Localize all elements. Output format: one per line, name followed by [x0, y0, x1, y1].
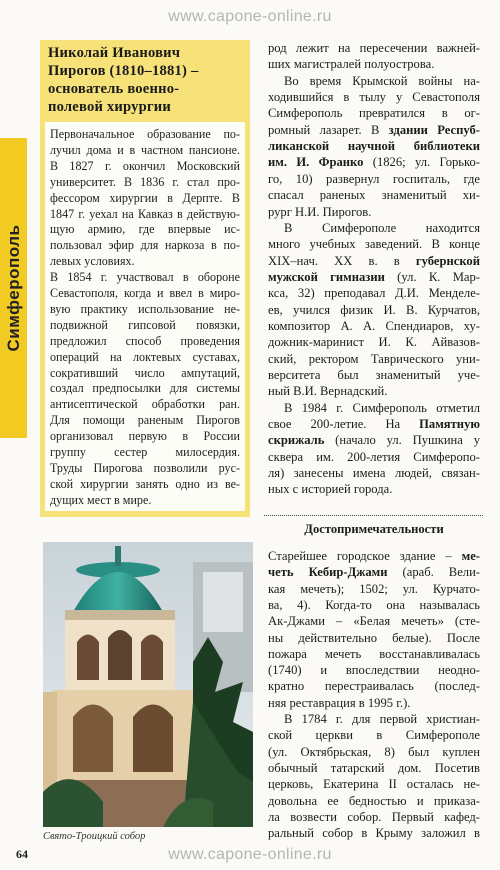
body-text-line: дожник-маринист И. К. Айвазов-: [268, 335, 480, 350]
body-text-line: кса, 32) преподавал Д.И. Менделе-: [268, 286, 480, 301]
body-text-line: много учебных заведений. В конце: [268, 237, 480, 252]
photo-caption: Свято-Троицкий собор: [43, 831, 146, 842]
body-text-line: ральный собор в Крыму заложил в: [268, 826, 480, 841]
body-text-line: спасал раненых знаменитый хи-: [268, 188, 480, 203]
body-text-line: свое 200-летие. На Памятную: [268, 417, 480, 432]
body-text-line: ля) занесены имена людей, связан-: [268, 466, 480, 481]
sidebar-text-line: университет. В 1836 г. стал про-: [50, 174, 240, 189]
body-text-line: (1740) и впоследствии неодно-: [268, 663, 480, 678]
sidebar-text-line: ской хирургии занять одно из ве-: [50, 476, 240, 491]
body-text-line: В Симферополе находится: [284, 220, 480, 235]
sidebar-text-line: группу сестер милосердия.: [50, 445, 240, 459]
body-text-line: ных с историей города.: [268, 482, 393, 497]
sidebar-text-line: вую практику использование не-: [50, 301, 240, 316]
body-text-line: Симферополь превратился в ог-: [268, 106, 480, 121]
sidebar-text-line: В 1827 г. окончил Московский: [50, 158, 240, 173]
sidebar-text-line: щую армию, где впервые ис-: [50, 222, 240, 237]
sidebar-text-line: создал предпосылки для системы: [50, 381, 240, 396]
sidebar-text-line: Труды Пирогова позволили рус-: [50, 460, 240, 475]
body-text-line: ла возвести собор. Первый кафед-: [268, 809, 480, 824]
body-text-line: В 1784 г. для первой христиан-: [284, 712, 480, 726]
body-text-line: ших магистралей полуострова.: [268, 57, 435, 72]
body-text-line: ев, учился физик И. В. Курчатов,: [268, 302, 480, 317]
body-text-line: скрижаль (начало ул. Пушкина у: [268, 433, 480, 448]
body-text-line: Старейшее городское здание – ме-: [268, 549, 480, 563]
sidebar-text-line: организовал первую в России: [50, 429, 240, 444]
sidebar-text-line: Для помощи раненым Пирогов: [50, 413, 240, 428]
body-text-line: обычный татарский дом. Посетив: [268, 760, 480, 775]
body-text-line: композитор А. А. Спендиаров, ху-: [268, 318, 480, 333]
body-text-line: ный В.И. Вернадский.: [268, 384, 388, 399]
sidebar-title: [48, 44, 242, 115]
body-text-line: пожара мечеть восстанавливалась: [268, 646, 480, 661]
body-text-line: ромный лазарет. В здании Респуб-: [268, 122, 481, 137]
body-text-line: довольна ее бедностью и приказа-: [268, 793, 480, 808]
sidebar-text-line: фессором хирургии в Дерпте. В: [50, 190, 240, 205]
section-tab-label: Симферополь: [3, 224, 23, 352]
sidebar-text-line: Первоначальное образование по-: [50, 127, 240, 141]
body-text-line: ва, 4). Когда-то она называлась: [268, 597, 480, 612]
body-text-line: Во время Крымской войны на-: [284, 73, 480, 88]
body-text-line: ский, ректором Таврического уни-: [268, 351, 480, 366]
body-text-line: ской церкви в Симферополе: [268, 728, 480, 743]
sidebar-title-line: Николай Иванович: [48, 45, 181, 61]
sidebar-text-line: подвижной гипсовой повязки,: [50, 317, 240, 332]
body-text-line: род лежит на пересечении важней-: [268, 41, 480, 55]
body-text-line: (ул. Октябрьская, 8) был куплен: [268, 744, 480, 759]
sidebar-title-line: Пирогов (1810–1881) –: [48, 63, 199, 79]
body-text-line: ходившийся в тылу у Севастополя: [268, 90, 480, 105]
sidebar-text-line: 1847 г. уехал на Кавказ в действую-: [50, 206, 240, 221]
body-text-line: кая мечеть); 1502; ул. Курчато-: [268, 581, 480, 596]
watermark-bottom: www.capone-online.ru: [168, 846, 332, 863]
sidebar-title-line: основатель военно-: [48, 81, 180, 97]
watermark-top: www.capone-online.ru: [168, 8, 332, 25]
body-text-line: им. И. Франко (1826; ул. Горько-: [268, 155, 480, 170]
body-text-line: го, 10) развернул госпиталь, где: [268, 171, 480, 186]
sidebar-text-line: антисептической обработки ран.: [50, 397, 240, 412]
section-divider: [264, 515, 483, 516]
sidebar-text-line: лучил дома и в частном пансионе.: [50, 142, 240, 157]
sidebar-text-line: дущих мест в мире.: [50, 492, 152, 507]
sidebar-title-line: полевой хирургии: [48, 99, 171, 115]
sidebar-text-line: Севастополя, когда и ввел в миро-: [50, 286, 240, 300]
section-heading: Достопримечательности: [304, 522, 444, 536]
body-text-line: Ак-Джами – «Белая мечеть» (сте-: [268, 614, 480, 629]
page-number: 64: [16, 847, 28, 861]
body-text-line: мужской гимназии (ул. К. Мар-: [268, 269, 480, 284]
body-text-line: церковь, Екатерина II осталась не-: [268, 777, 480, 792]
sidebar-text-line: В 1854 г. участвовал в обороне: [50, 270, 240, 285]
sidebar-text-line: пользовал эфир для наркоза в по-: [50, 238, 240, 253]
sidebar-text-line: сокративший число ампутаций,: [50, 365, 240, 380]
sidebar-text-line: операций на локтевых суставах,: [50, 349, 240, 364]
cathedral-photo: [43, 542, 253, 827]
body-text-line: ликанской научной библиотеки: [268, 139, 480, 154]
body-text-line: кратно перестраивалась (послед-: [268, 679, 480, 694]
body-text-line: верситета был знаменитый уче-: [268, 368, 480, 382]
body-text-line: сквера им. 200-летия Симферопо-: [268, 449, 480, 464]
sidebar-text-line: левых условиях.: [50, 254, 135, 269]
body-text-line: четь Кебир-Джами (араб. Вели-: [268, 565, 481, 580]
sidebar-text-line: предложил способ проведения: [50, 333, 240, 348]
body-text-line: няя реставрация в 1995 г.).: [268, 695, 411, 710]
body-text-line: В 1984 г. Симферополь отметил: [284, 400, 480, 415]
body-text-line: XIX–нач. XX в. в губернской: [268, 253, 480, 268]
body-text-line: ны действительно белые). После: [268, 630, 480, 645]
section-tab: [0, 138, 27, 438]
body-text-line: рург Н.И. Пирогов.: [268, 204, 372, 219]
